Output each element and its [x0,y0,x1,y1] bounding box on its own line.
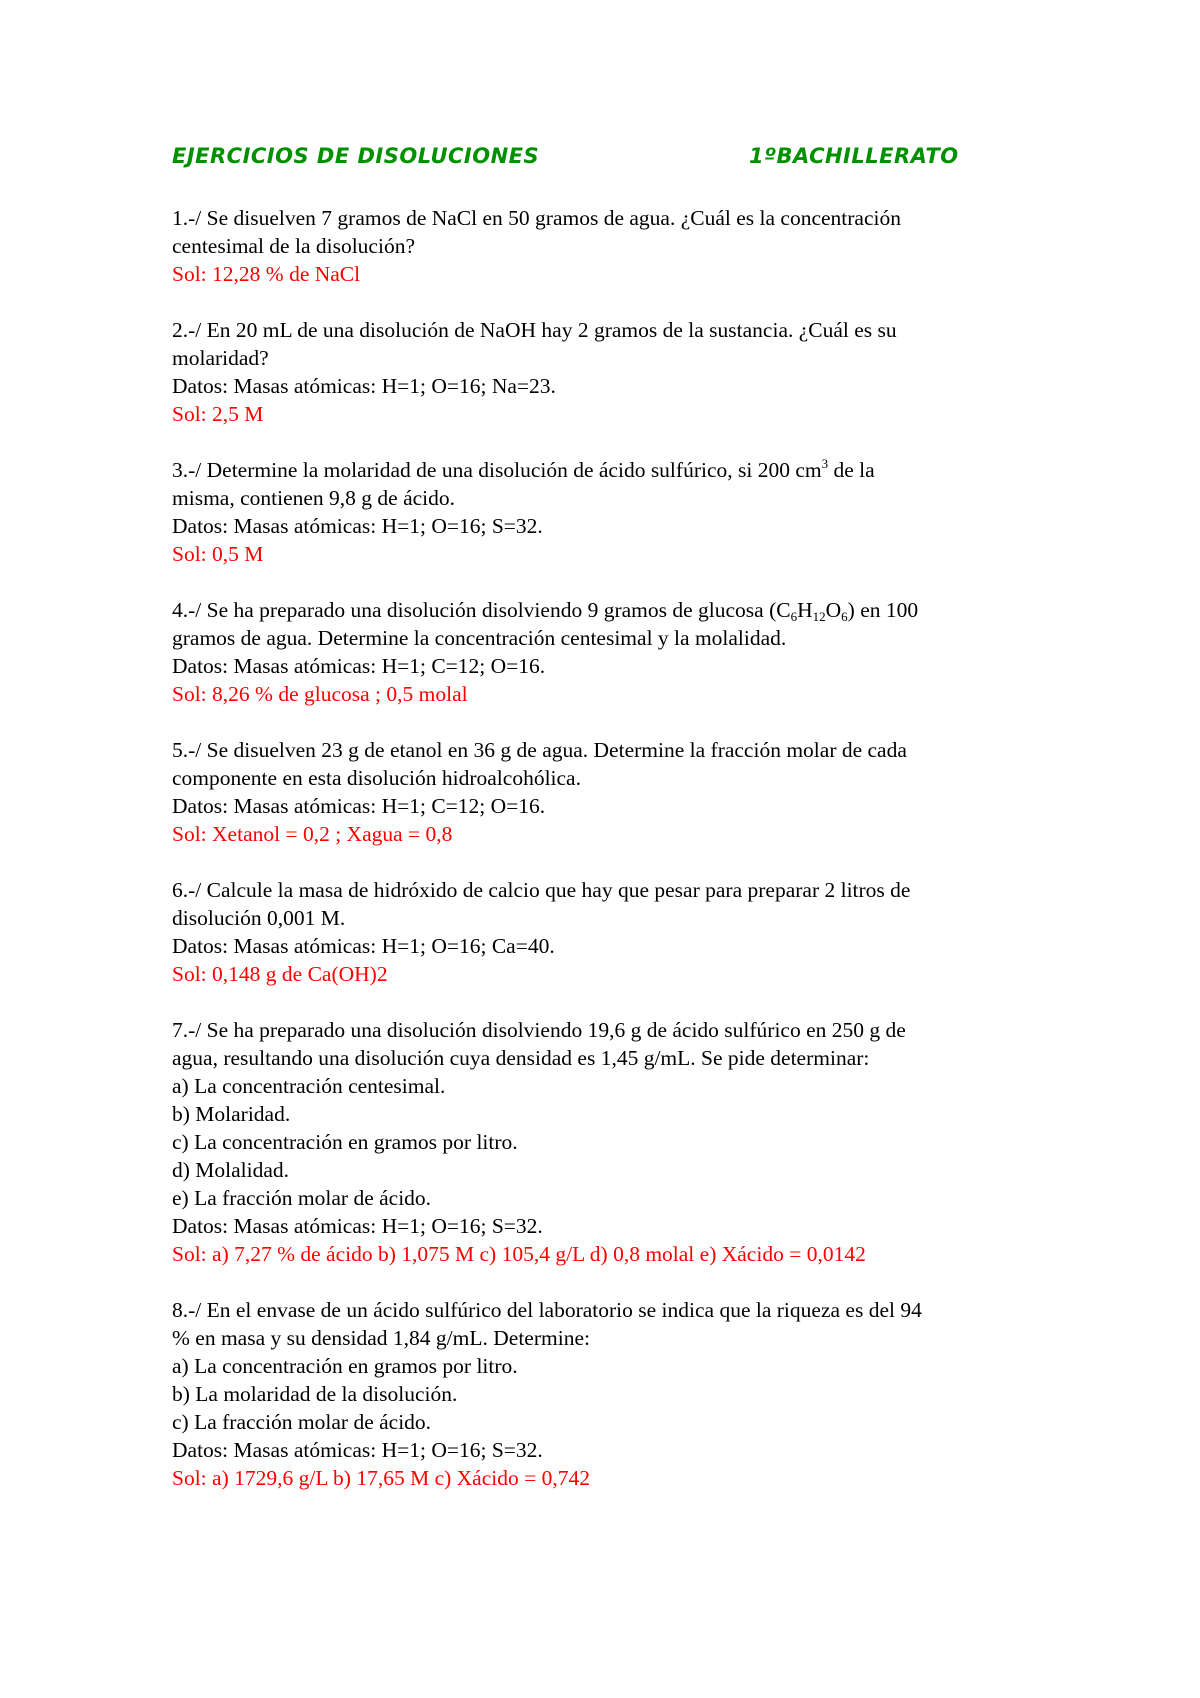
question-line: 7.-/ Se ha preparado una disolución disolviendo 19,6 g de ácido sulfúrico en 250 g de [172,1018,906,1042]
document-header [172,144,1032,180]
exercise-list [172,204,1052,1520]
question-text: ) en 100 [847,598,919,622]
question-text: 3.-/ Determine la molaridad de una disolución de ácido sulfúrico, si 200 cm [172,458,822,482]
superscript: 3 [821,456,829,471]
sub-question: a) La concentración centesimal. [172,1074,446,1098]
sub-question: e) La fracción molar de ácido. [172,1186,432,1210]
solution: Sol: 12,28 % de NaCl [172,262,361,286]
question-line: 2.-/ En 20 mL de una disolución de NaOH hay 2 gramos de la sustancia. ¿Cuál es su [172,318,897,342]
question-line: 5.-/ Se disuelven 23 g de etanol en 36 g de agua. Determine la fracción molar de cada [172,738,907,762]
question-line: gramos de agua. Determine la concentración centesimal y la molalidad. [172,626,787,650]
question-line: 6.-/ Calcule la masa de hidróxido de calcio que hay que pesar para preparar 2 litros de [172,878,911,902]
sub-question: d) Molalidad. [172,1158,290,1182]
subscript: 12 [812,609,826,624]
atomic-masses: Datos: Masas atómicas: H=1; C=12; O=16. [172,654,546,678]
question-line [172,596,1052,624]
solution: Sol: 2,5 M [172,402,264,426]
formula-element: O [825,598,842,622]
course-level: 1ºBACHILLERATO [749,144,959,168]
question-line: % en masa y su densidad 1,84 g/mL. Determine: [172,1326,590,1350]
question-text: 4.-/ Se ha preparado una disolución disolviendo 9 gramos de glucosa (C [172,598,791,622]
exercise-8 [172,1296,1052,1492]
solution: Sol: 0,148 g de Ca(OH)2 [172,962,388,986]
exercise-4 [172,596,1052,708]
subscript: 6 [790,609,798,624]
exercise-7 [172,1016,1052,1268]
solution: Sol: a) 7,27 % de ácido b) 1,075 M c) 105,4 g/L d) 0,8 molal e) Xácido = 0,0142 [172,1242,866,1266]
question-text: de la [828,458,875,482]
exercise-6 [172,876,1052,988]
atomic-masses: Datos: Masas atómicas: H=1; O=16; Na=23. [172,374,556,398]
atomic-masses: Datos: Masas atómicas: H=1; O=16; Ca=40. [172,934,555,958]
question-line: 8.-/ En el envase de un ácido sulfúrico del laboratorio se indica que la riqueza es del 94 [172,1298,922,1322]
atomic-masses: Datos: Masas atómicas: H=1; O=16; S=32. [172,514,543,538]
sub-question: c) La concentración en gramos por litro. [172,1130,518,1154]
atomic-masses: Datos: Masas atómicas: H=1; O=16; S=32. [172,1438,543,1462]
atomic-masses: Datos: Masas atómicas: H=1; O=16; S=32. [172,1214,543,1238]
subscript: 6 [841,609,848,624]
question-line: molaridad? [172,346,269,370]
exercise-1 [172,204,1052,288]
exercise-2 [172,316,1052,428]
sub-question: b) La molaridad de la disolución. [172,1382,458,1406]
atomic-masses: Datos: Masas atómicas: H=1; C=12; O=16. [172,794,546,818]
solution: Sol: 0,5 M [172,542,264,566]
sub-question: c) La fracción molar de ácido. [172,1410,432,1434]
solution: Sol: 8,26 % de glucosa ; 0,5 molal [172,682,468,706]
exercise-3 [172,456,1052,568]
question-line: 1.-/ Se disuelven 7 gramos de NaCl en 50 gramos de agua. ¿Cuál es la concentración [172,206,901,230]
question-line: misma, contienen 9,8 g de ácido. [172,486,456,510]
solution: Sol: Xetanol = 0,2 ; Xagua = 0,8 [172,822,453,846]
exercise-5 [172,736,1052,848]
question-line [172,456,1052,484]
solution: Sol: a) 1729,6 g/L b) 17,65 M c) Xácido = 0,742 [172,1466,590,1490]
question-line: componente en esta disolución hidroalcohólica. [172,766,581,790]
formula-element: H [797,598,813,622]
question-line: disolución 0,001 M. [172,906,346,930]
question-line: centesimal de la disolución? [172,234,415,258]
document-title: EJERCICIOS DE DISOLUCIONES [172,144,540,168]
question-line: agua, resultando una disolución cuya densidad es 1,45 g/mL. Se pide determinar: [172,1046,870,1070]
sub-question: b) Molaridad. [172,1102,291,1126]
sub-question: a) La concentración en gramos por litro. [172,1354,518,1378]
